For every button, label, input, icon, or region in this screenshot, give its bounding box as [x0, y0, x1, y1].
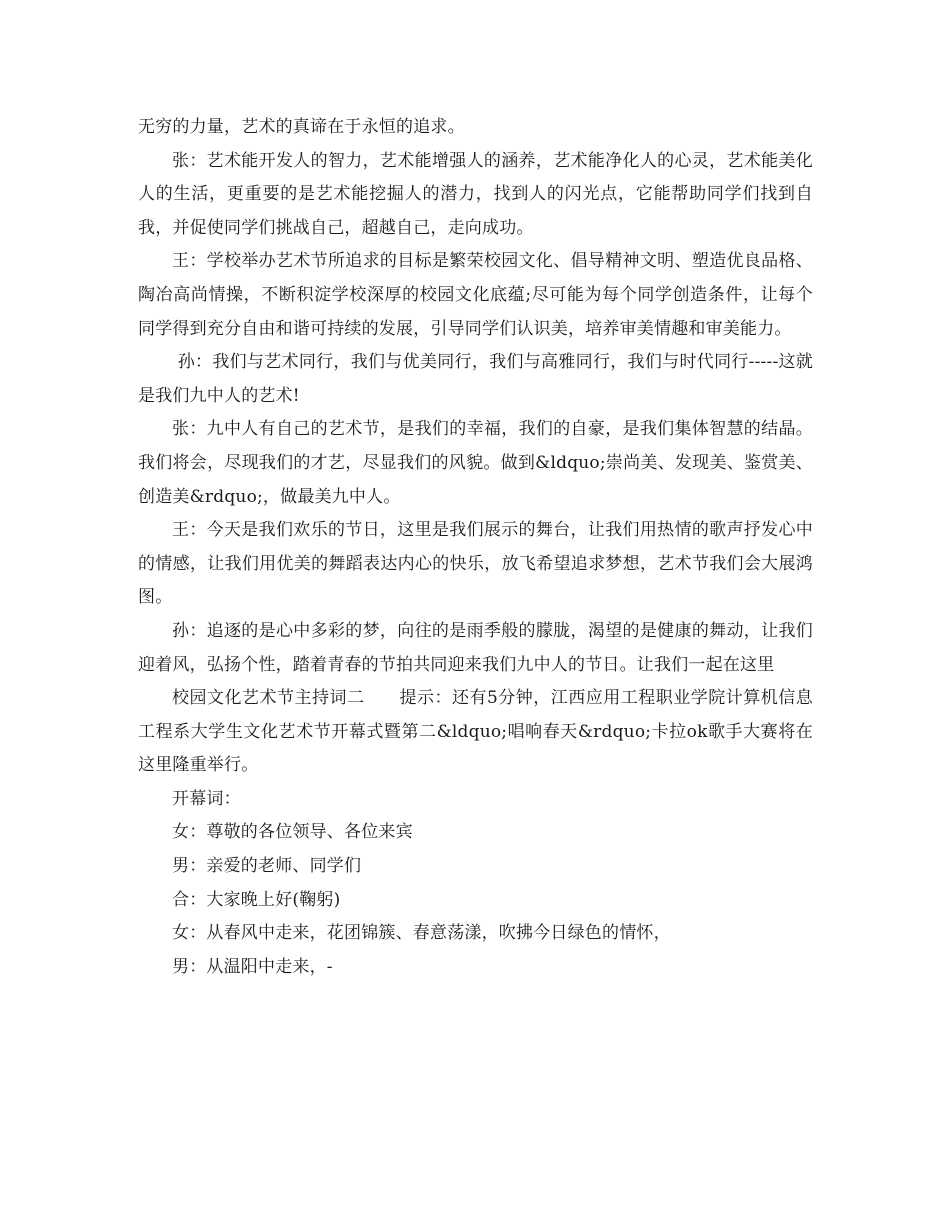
paragraph: 校园文化艺术节主持词二 提示：还有5分钟，江西应用工程职业学院计算机信息工程系大学生文化艺术节开幕式暨第二&ldquo;唱响春天&rdquo;卡拉ok歌手大赛将在这里隆重举行。: [138, 688, 813, 776]
paragraph: 王：今天是我们欢乐的节日，这里是我们展示的舞台，让我们用热情的歌声抒发心中的情感，让我们用优美的舞蹈表达内心的快乐，放飞希望追求梦想，艺术节我们会大展鸿图。: [138, 520, 813, 608]
paragraph: 男：亲爱的老师、同学们: [172, 856, 362, 877]
paragraph: 开幕词：: [172, 788, 241, 809]
paragraph: 合：大家晚上好(鞠躬): [172, 889, 341, 910]
document-body: [138, 111, 813, 984]
paragraph: 女：从春风中走来，花团锦簇、春意荡漾，吹拂今日绿色的情怀，: [172, 923, 671, 944]
paragraph: 女：尊敬的各位领导、各位来宾: [172, 822, 413, 843]
paragraph: 张：九中人有自己的艺术节，是我们的幸福，我们的自豪，是我们集体智慧的结晶。我们将会，尽现我们的才艺，尽显我们的风貌。做到&ldquo;崇尚美、发现美、鉴赏美、创造美&rdquo;，做最美九中人。: [138, 419, 813, 507]
paragraph: 王：学校举办艺术节所追求的目标是繁荣校园文化、倡导精神文明、塑造优良品格、陶冶高尚情操，不断积淀学校深厚的校园文化底蕴;尽可能为每个同学创造条件，让每个同学得到充分自由和谐可持续的发展，引导同学们认识美，培养审美情趣和审美能力。: [138, 251, 813, 339]
paragraph: 男：从温阳中走来，-: [172, 956, 333, 977]
paragraph: 张：艺术能开发人的智力，艺术能增强人的涵养，艺术能净化人的心灵，艺术能美化人的生活，更重要的是艺术能挖掘人的潜力，找到人的闪光点，它能帮助同学们找到自我，并促使同学们挑战自己，超越自己，走向成功。: [138, 150, 813, 238]
paragraph: 无穷的力量，艺术的真谛在于永恒的追求。: [138, 117, 465, 137]
paragraph: 孙：我们与艺术同行，我们与优美同行，我们与高雅同行，我们与时代同行-----这就是我们九中人的艺术!: [138, 352, 813, 406]
paragraph: 孙：追逐的是心中多彩的梦，向往的是雨季般的朦胧，渴望的是健康的舞动，让我们迎着风，弘扬个性，踏着青春的节拍共同迎来我们九中人的节日。让我们一起在这里: [138, 620, 813, 675]
